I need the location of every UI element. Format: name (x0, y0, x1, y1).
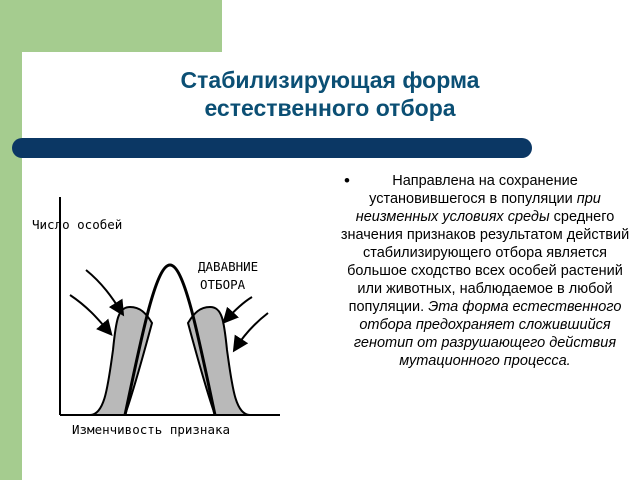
right-pressure-arrow-lower (235, 313, 268, 349)
left-pressure-arrow-lower (70, 295, 110, 333)
background-green-top (0, 0, 222, 52)
body-text-italic-conclusion: Эта форма естественного отбора предохраняет сложившийся генотип от разрушающего действия мутационного процесса. (353, 299, 622, 369)
left-pressure-arrow-upper (86, 270, 122, 313)
pressure-label-line-2: ОТБОРА (200, 277, 246, 292)
pressure-label-line-1: ДАВАВНИЕ (198, 259, 259, 274)
divider-bar (12, 138, 532, 158)
stabilizing-selection-diagram (30, 185, 310, 443)
right-pressure-arrow-upper (225, 297, 252, 321)
y-axis-label: Число особей (32, 217, 123, 232)
body-text (335, 172, 635, 370)
body-text-part1: Направлена на сохранение установившегося в популяции (369, 173, 578, 207)
left-eliminated-region (90, 307, 152, 415)
title-line-1: Стабилизирующая форма (180, 67, 480, 93)
right-eliminated-region (188, 307, 250, 415)
title-line-2: естественного отбора (204, 95, 456, 121)
slide-title (60, 66, 600, 122)
body-text-italic-conditions: при неизменных условиях среды (355, 191, 601, 225)
x-axis-label: Изменчивость признака (72, 422, 231, 437)
body-text-part3: среднего значения признаков результатом действий стабилизирующего отбора является большое сходство всех особей растений или животных, наблюдаемое в любой популяции. (340, 209, 630, 315)
bullet-icon: • (344, 171, 350, 190)
